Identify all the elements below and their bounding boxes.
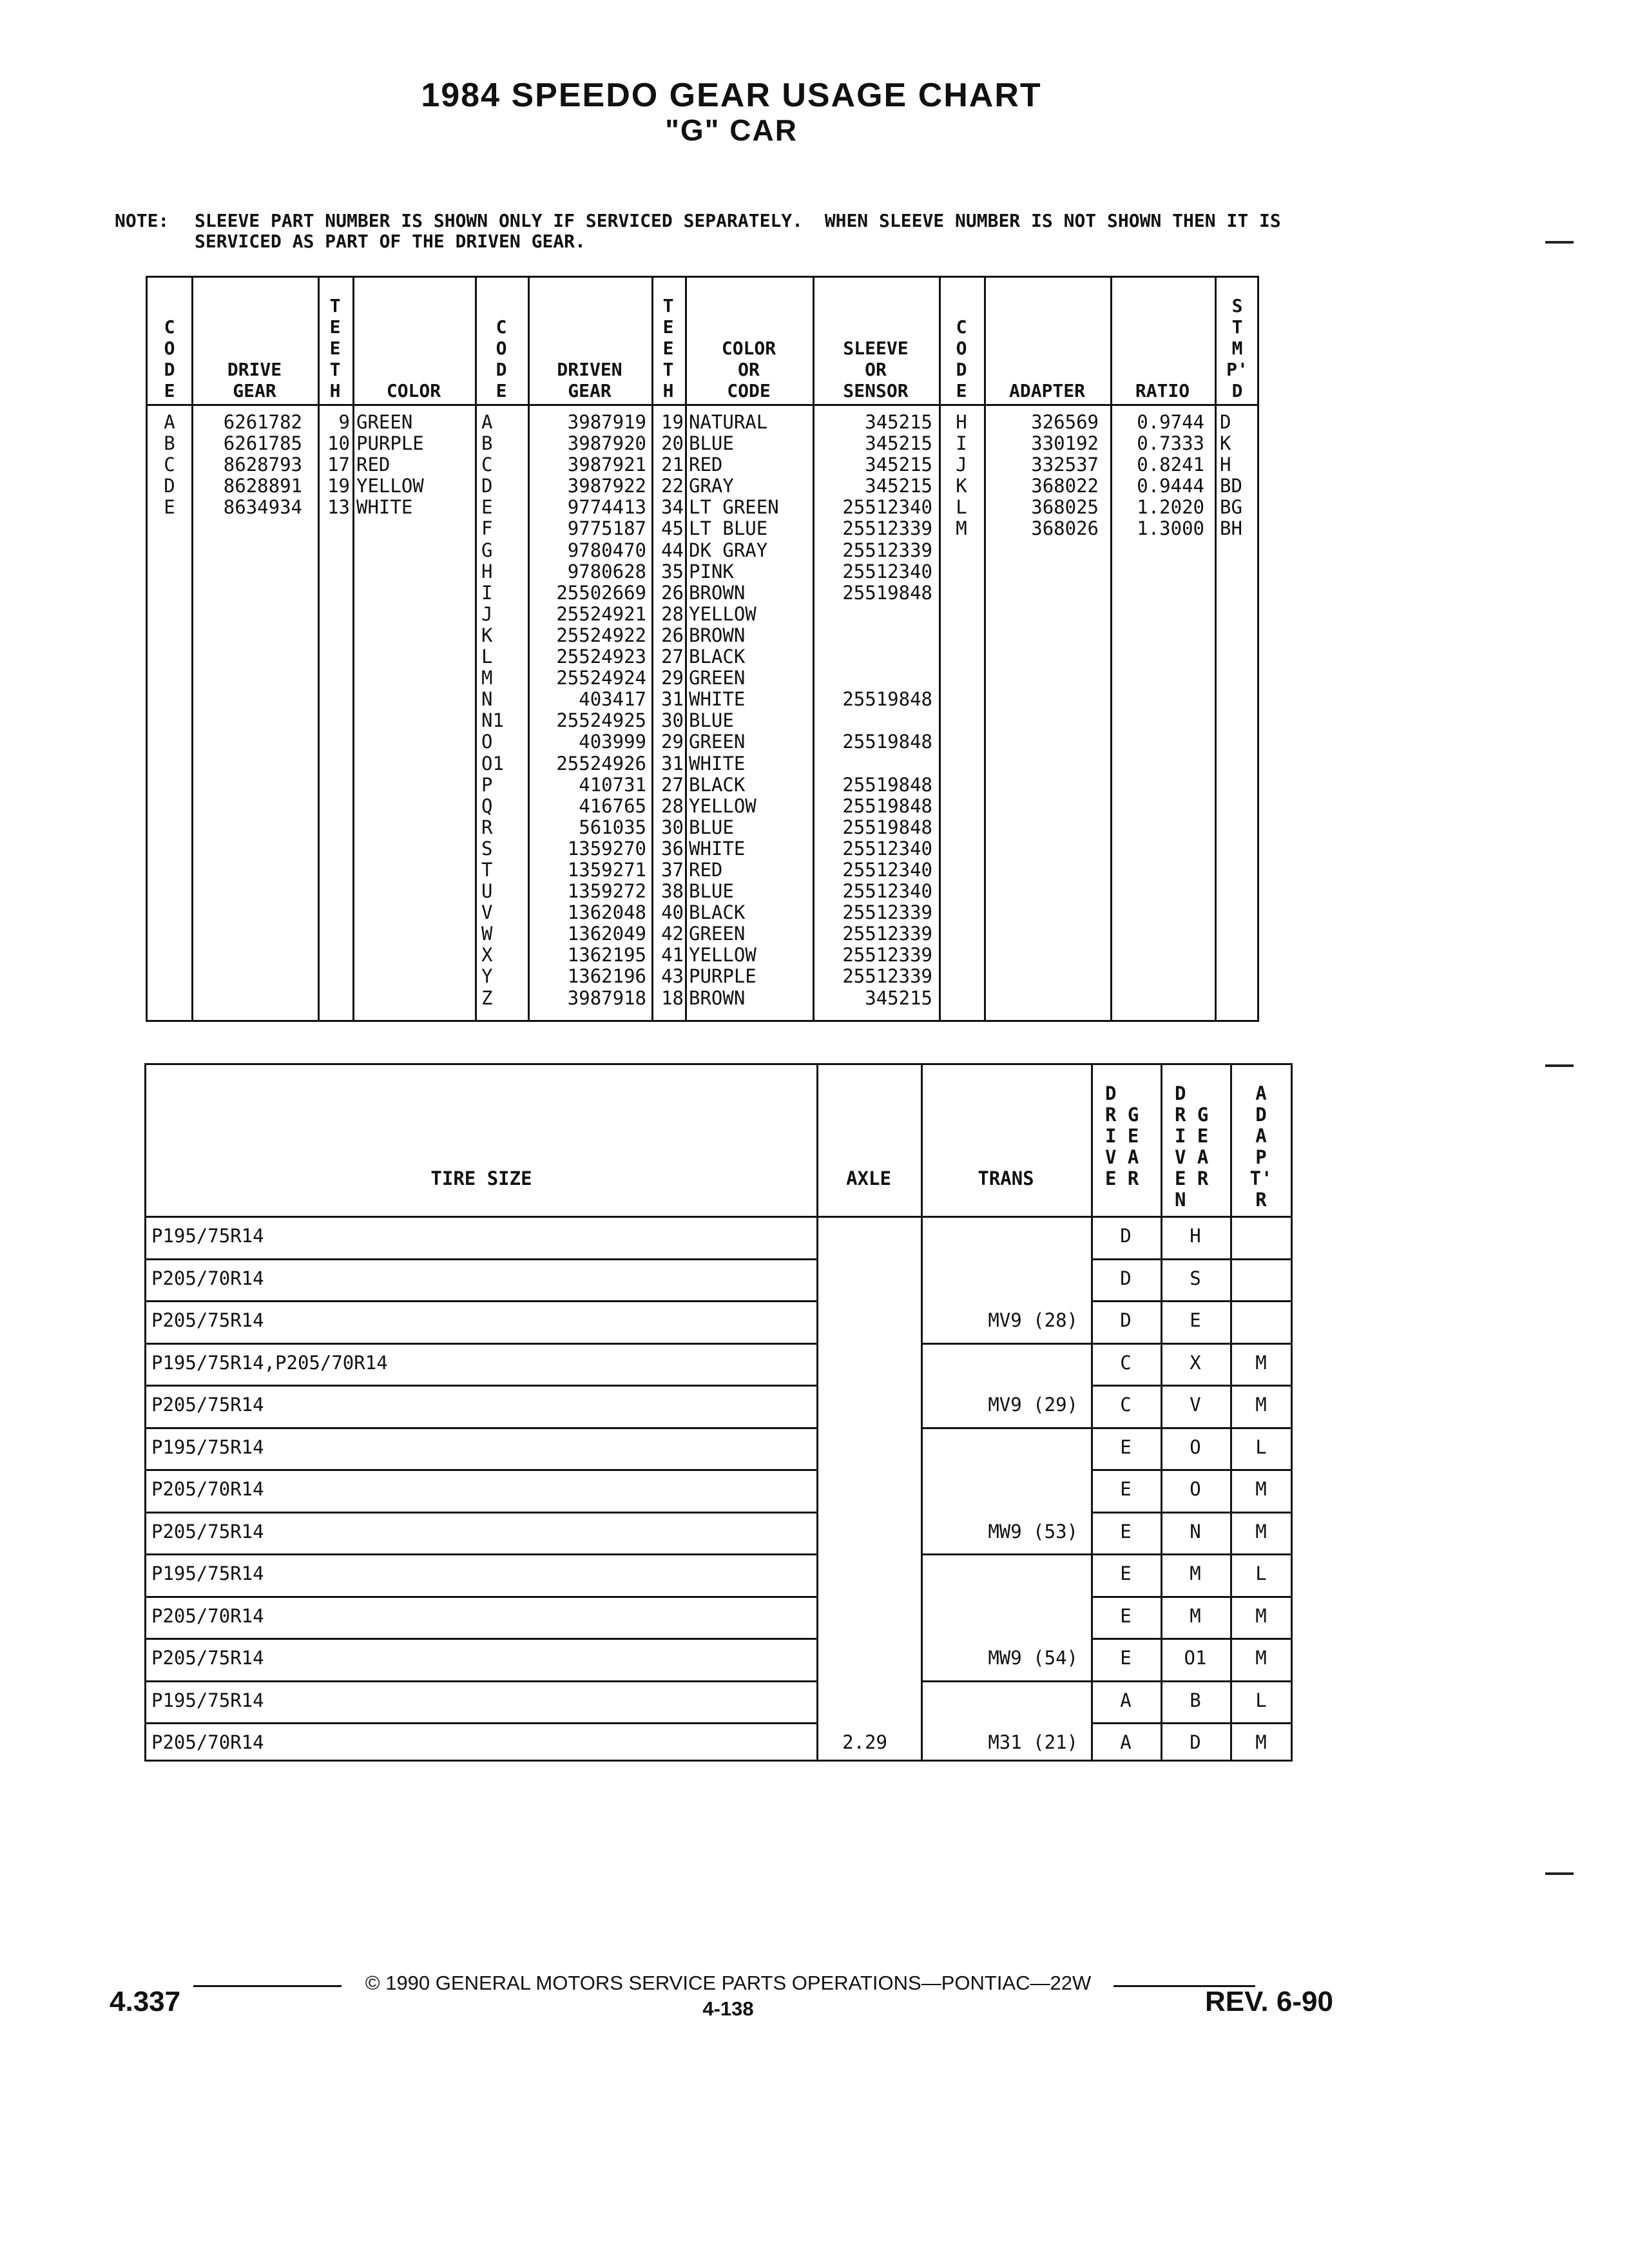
driven-gear-cell: M <box>1190 1604 1201 1627</box>
header-driven-gear: D R G I E V A E R N <box>1175 1082 1209 1211</box>
drive-gear-cell: E <box>1120 1520 1132 1542</box>
drive-gear-cell: C <box>1120 1394 1132 1416</box>
trans-cell: M31 (21) <box>988 1731 1078 1753</box>
adapter-cell: L <box>1255 1562 1267 1584</box>
driven-code-column: A B C D E F G H I J K L M N N1 O O1 P Q R S T U V W X Y Z <box>481 411 504 1009</box>
header-adapter-code: C O D E <box>956 316 967 401</box>
header-drive-code: C O D E <box>164 316 175 401</box>
tire-size-cell: P205/75R14 <box>151 1520 264 1542</box>
note-text-line-1: SLEEVE PART NUMBER IS SHOWN ONLY IF SERVICED SEPARATELY. WHEN SLEEVE NUMBER IS NOT SHOWN THEN IT IS <box>195 210 1281 231</box>
ratio-column: 0.9744 0.7333 0.8241 0.9444 1.2020 1.3000 <box>1137 411 1204 540</box>
footer-revision: REV. 6-90 <box>1205 1986 1333 2017</box>
tire-size-cell: P205/75R14 <box>151 1309 264 1331</box>
driven-gear-cell: B <box>1190 1689 1201 1711</box>
tire-size-cell: P205/75R14 <box>151 1647 264 1669</box>
footer-rule-left <box>193 1985 342 1987</box>
header-driven-teeth: T E E T H <box>662 295 674 401</box>
drive-gear-cell: A <box>1120 1731 1132 1753</box>
tire-size-cell: P195/75R14 <box>151 1225 264 1247</box>
driven-gear-cell: X <box>1190 1351 1201 1374</box>
margin-mark <box>1545 1064 1574 1067</box>
margin-mark <box>1545 241 1574 244</box>
drive-teeth-column: 9 10 17 19 13 <box>327 411 350 519</box>
adapter-cell: M <box>1255 1604 1267 1627</box>
driven-teeth-column: 19 20 21 22 34 45 44 35 26 28 26 27 29 31 30 29 31 27 28 30 36 37 38 40 42 41 43 18 <box>661 411 684 1009</box>
adapter-cell: L <box>1255 1689 1267 1711</box>
header-axle: AXLE <box>846 1168 891 1189</box>
drive-gear-cell: D <box>1120 1225 1132 1247</box>
trans-cell: MV9 (28) <box>988 1309 1078 1331</box>
header-sleeve: SLEEVE OR SENSOR <box>843 338 909 401</box>
driven-gear-cell: S <box>1190 1267 1201 1289</box>
trans-cell: MV9 (29) <box>988 1394 1078 1416</box>
drive-gear-cell: E <box>1120 1436 1132 1458</box>
adapter-cell: M <box>1255 1351 1267 1374</box>
footer-page-number: 4-138 <box>702 1997 754 2020</box>
header-adapter: ADAPTER <box>1008 380 1085 401</box>
adapter-code-column: H I J K L M <box>956 411 967 540</box>
driven-gear-column: 3987919 3987920 3987921 3987922 9774413 9775187 9780470 9780628 25502669 25524921 25524922 25524923 25524924 403417 25524925 403999 25524926 410731 416765 561035 1359270 1359271 1359272 1362048 1362049 1362195 1362196 3987918 <box>556 411 646 1009</box>
trans-group-rule <box>921 1427 1091 1429</box>
tire-size-cell: P205/70R14 <box>151 1731 264 1753</box>
footer-copyright: © 1990 GENERAL MOTORS SERVICE PARTS OPERATIONS—PONTIAC—22W <box>365 1972 1092 1994</box>
drive-gear-cell: C <box>1120 1351 1132 1374</box>
header-ratio: RATIO <box>1135 380 1190 401</box>
trans-group-rule <box>921 1343 1091 1345</box>
driven-color-column: NATURAL BLUE RED GRAY LT GREEN LT BLUE DK GRAY PINK BROWN YELLOW BROWN BLACK GREEN WHITE BLUE GREEN WHITE BLACK YELLOW BLUE WHITE RED BLUE BLACK GREEN YELLOW PURPLE BROWN <box>689 411 779 1009</box>
driven-gear-cell: O <box>1190 1478 1201 1500</box>
note-text-line-2: SERVICED AS PART OF THE DRIVEN GEAR. <box>195 231 586 252</box>
drive-code-column: A B C D E <box>164 411 175 519</box>
tire-size-table <box>144 1063 1293 1762</box>
page-title: 1984 SPEEDO GEAR USAGE CHART <box>421 77 1042 114</box>
driven-gear-cell: D <box>1190 1731 1201 1753</box>
header-drive-gear: D R G I E V A E R <box>1105 1082 1139 1189</box>
trans-group-rule <box>921 1553 1091 1555</box>
header-adapter: A D A P T' R <box>1249 1082 1273 1211</box>
drive-gear-cell: E <box>1120 1647 1132 1669</box>
note-label: NOTE: <box>115 210 169 231</box>
speedo-gear-table <box>146 276 1259 1022</box>
drive-gear-cell: E <box>1120 1562 1132 1584</box>
margin-mark <box>1545 1872 1574 1875</box>
driven-gear-cell: M <box>1190 1562 1201 1584</box>
adapter-column: 326569 330192 332537 368022 368025 368026 <box>1031 411 1099 540</box>
tire-size-cell: P205/70R14 <box>151 1267 264 1289</box>
adapter-cell: M <box>1255 1394 1267 1416</box>
header-drive-gear: DRIVE GEAR <box>227 359 282 401</box>
driven-gear-cell: E <box>1190 1309 1201 1331</box>
axle-cell: 2.29 <box>842 1731 887 1753</box>
page-subtitle: "G" CAR <box>665 113 798 147</box>
header-driven-color: COLOR OR CODE <box>721 338 776 401</box>
drive-gear-cell: E <box>1120 1478 1132 1500</box>
sleeve-column: 345215 345215 345215 345215 25512340 25512339 25512339 25512340 25519848 25519848 25519848 25519848 25519848 25519848 25512340 25512340 25512340 25512339 25512339 25512339 25512339 345215 <box>842 411 932 1009</box>
driven-gear-cell: O1 <box>1184 1647 1207 1669</box>
adapter-cell: M <box>1255 1520 1267 1542</box>
trans-group-rule <box>921 1680 1091 1682</box>
header-trans: TRANS <box>978 1168 1034 1189</box>
footer-section-number: 4.337 <box>110 1986 181 2017</box>
header-driven-gear: DRIVEN GEAR <box>557 359 622 401</box>
driven-gear-cell: N <box>1190 1520 1201 1542</box>
tire-size-cell: P195/75R14 <box>151 1689 264 1711</box>
drive-gear-column: 6261782 6261785 8628793 8628891 8634934 <box>223 411 302 519</box>
tire-size-cell: P205/70R14 <box>151 1478 264 1500</box>
tire-size-cell: P195/75R14,P205/70R14 <box>151 1351 388 1374</box>
tire-size-cell: P195/75R14 <box>151 1562 264 1584</box>
tire-size-cell: P195/75R14 <box>151 1436 264 1458</box>
tire-size-cell: P205/75R14 <box>151 1394 264 1416</box>
driven-gear-cell: V <box>1190 1394 1201 1416</box>
stmpd-column: D K H BD BG BH <box>1220 411 1242 540</box>
drive-gear-cell: D <box>1120 1267 1132 1289</box>
drive-color-column: GREEN PURPLE RED YELLOW WHITE <box>356 411 424 519</box>
trans-cell: MW9 (54) <box>988 1647 1078 1669</box>
trans-cell: MW9 (53) <box>988 1520 1078 1542</box>
header-drive-teeth: T E E T H <box>329 295 341 401</box>
adapter-cell: M <box>1255 1731 1267 1753</box>
adapter-cell: M <box>1255 1647 1267 1669</box>
driven-gear-cell: O <box>1190 1436 1201 1458</box>
adapter-cell: L <box>1255 1436 1267 1458</box>
header-stmpd: S T M P' D <box>1226 295 1248 401</box>
drive-gear-cell: D <box>1120 1309 1132 1331</box>
header-driven-code: C O D E <box>496 316 507 401</box>
header-drive-color: COLOR <box>386 380 441 401</box>
header-tire-size: TIRE SIZE <box>430 1168 532 1189</box>
drive-gear-cell: A <box>1120 1689 1132 1711</box>
driven-gear-cell: H <box>1190 1225 1201 1247</box>
drive-gear-cell: E <box>1120 1604 1132 1627</box>
tire-size-cell: P205/70R14 <box>151 1604 264 1627</box>
adapter-cell: M <box>1255 1478 1267 1500</box>
